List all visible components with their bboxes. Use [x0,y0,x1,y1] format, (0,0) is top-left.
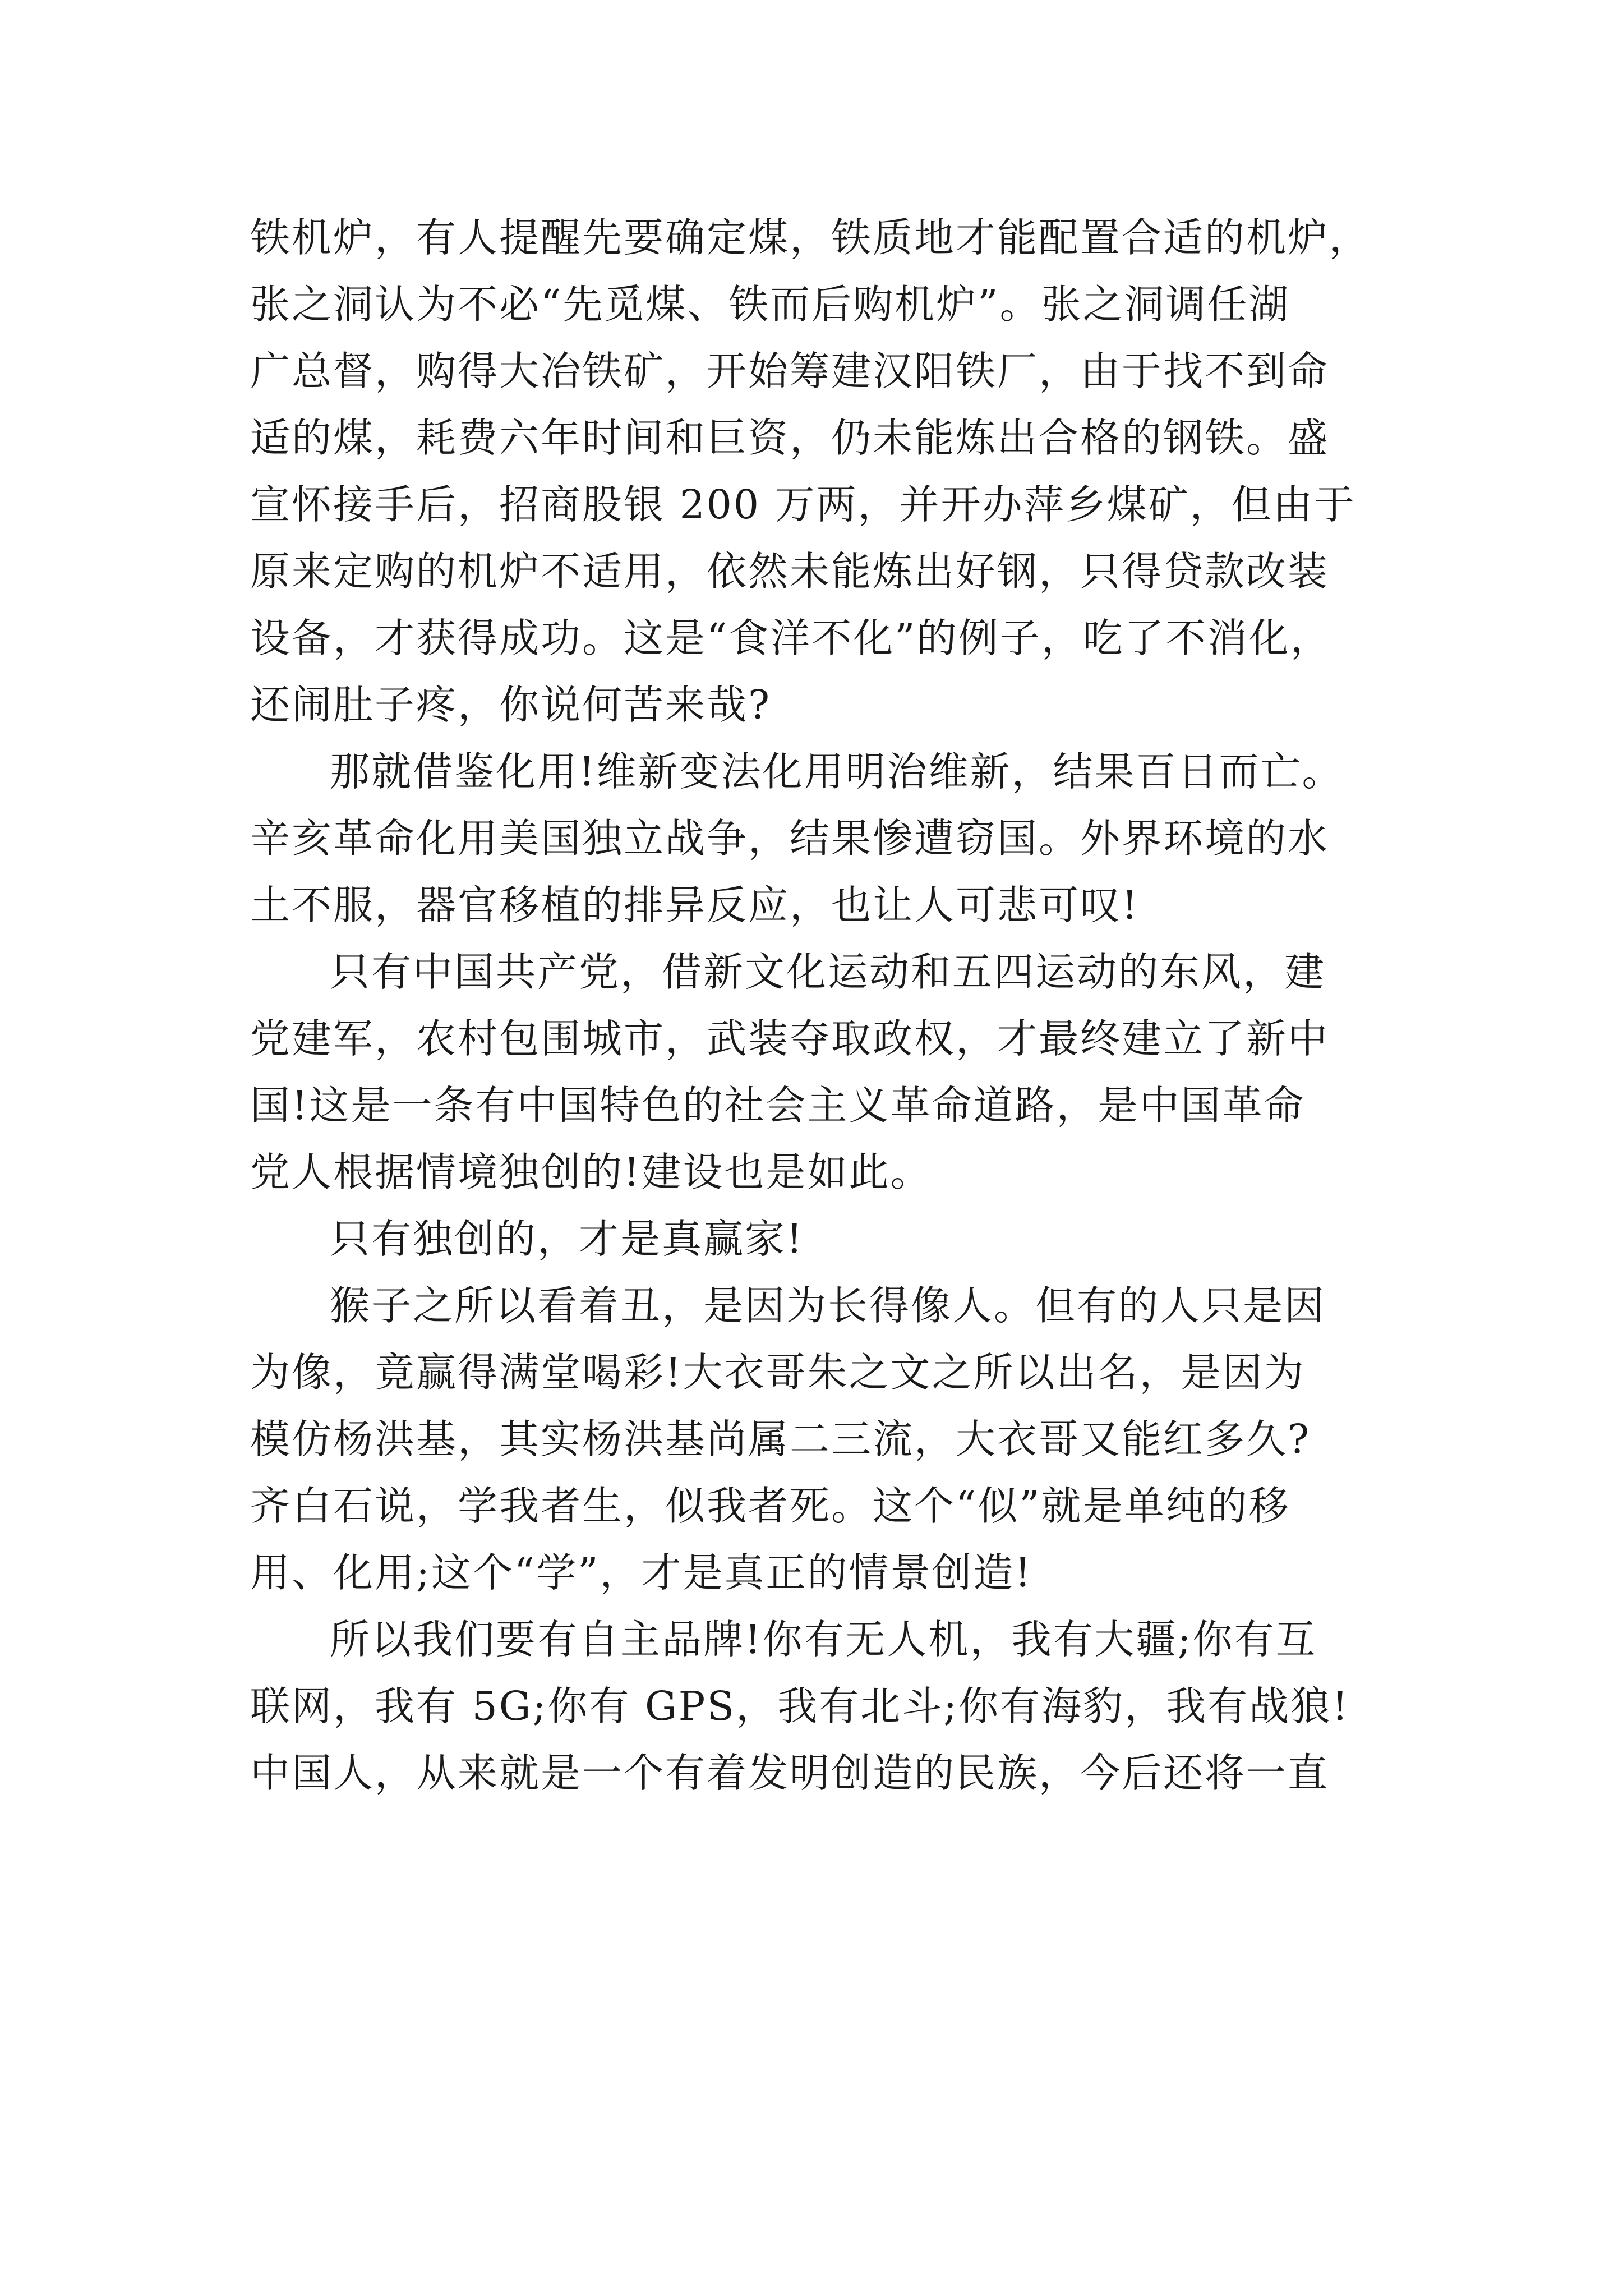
text-line: 中国人，从来就是一个有着发明创造的民族，今后还将一直 [250,1750,1330,1796]
text-line: 只有独创的，才是真赢家! [330,1216,804,1262]
text-line: 模仿杨洪基，其实杨洪基尚属二三流，大衣哥又能红多久? [250,1416,1311,1462]
text-line: 用、化用;这个“学”，才是真正的情景创造! [250,1549,1033,1596]
text-line: 铁机炉，有人提醒先要确定煤，铁质地才能配置合适的机炉， [250,214,1371,261]
text-line: 国!这是一条有中国特色的社会主义革命道路，是中国革命 [250,1082,1306,1129]
text-line: 齐白石说，学我者生，似我者死。这个“似”就是单纯的移 [250,1483,1290,1529]
text-line: 土不服，器官移植的排异反应，也让人可悲可叹! [250,882,1140,928]
document-body [250,204,1383,1806]
text-line: 适的煤，耗费六年时间和巨资，仍未能炼出合格的钢铁。盛 [250,415,1330,461]
text-line: 猴子之所以看着丑，是因为长得像人。但有的人只是因 [330,1282,1326,1329]
text-line: 张之洞认为不必“先觅煤、铁而后购机炉”。张之洞调任湖 [250,281,1290,328]
text-line: 为像，竟赢得满堂喝彩!大衣哥朱之文之所以出名，是因为 [250,1349,1306,1396]
text-line: 广总督，购得大冶铁矿，开始筹建汉阳铁厂，由于找不到命 [250,348,1330,394]
text-line: 所以我们要有自主品牌!你有无人机，我有大疆;你有互 [330,1616,1317,1663]
text-line: 党建军，农村包围城市，武装夺取政权，才最终建立了新中 [250,1015,1330,1062]
text-line: 设备，才获得成功。这是“食洋不化”的例子，吃了不消化， [250,615,1332,661]
text-line: 还闹肚子疼，你说何苦来哉? [250,682,772,728]
text-line: 那就借鉴化用!维新变法化用明治维新，结果百日而亡。 [330,748,1344,795]
text-line: 党人根据情境独创的!建设也是如此。 [250,1149,932,1195]
text-line: 原来定购的机炉不适用，依然未能炼出好钢，只得贷款改装 [250,548,1330,595]
text-line: 宣怀接手后，招商股银 200 万两，并开办萍乡煤矿，但由于 [250,481,1356,528]
text-line: 联网，我有 5G;你有 GPS，我有北斗;你有海豹，我有战狼! [250,1683,1350,1729]
text-line: 辛亥革命化用美国独立战争，结果惨遭窃国。外界环境的水 [250,815,1330,862]
text-line: 只有中国共产党，借新文化运动和五四运动的东风，建 [330,949,1326,995]
